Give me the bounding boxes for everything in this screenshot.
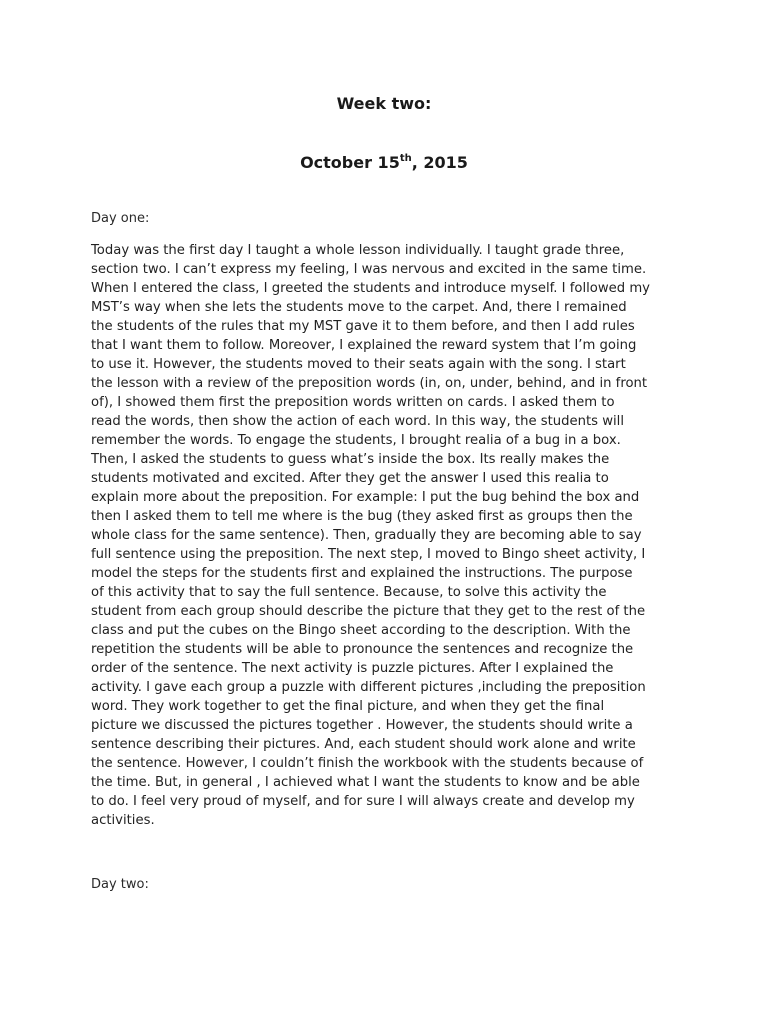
date-suffix: th (399, 152, 412, 164)
paragraph-line: repetition the students will be able to pronounce the sentences and recognize the (91, 642, 634, 657)
paragraph-line: the students of the rules that my MST gave it to them before, and then I add rules (91, 319, 635, 334)
paragraph-line: students motivated and excited. After they get the answer I used this realia to (91, 471, 609, 486)
paragraph-line: student from each group should describe the picture that they get to the rest of the (91, 604, 646, 619)
paragraph-line: order of the sentence. The next activity is puzzle pictures. After I explained the (91, 661, 614, 676)
paragraph-line: full sentence using the preposition. The next step, I moved to Bingo sheet activity, I (91, 547, 646, 562)
paragraph-line: Then, I asked the students to guess what’s inside the box. Its really makes the (91, 452, 610, 467)
paragraph-line: MST’s way when she lets the students move to the carpet. And, there I remained (91, 300, 627, 315)
paragraph-line: to do. I feel very proud of myself, and for sure I will always create and develop my (91, 794, 635, 809)
paragraph-line: read the words, then show the action of each word. In this way, the students will (91, 414, 625, 429)
paragraph-line: of), I showed them first the preposition words written on cards. I asked them to (91, 395, 615, 410)
paragraph-line: picture we discussed the pictures together . However, the students should write a (91, 718, 633, 733)
paragraph-line: When I entered the class, I greeted the students and introduce myself. I followed my (91, 281, 650, 296)
date-main: October 15 (300, 153, 400, 172)
paragraph-line: of this activity that to say the full sentence. Because, to solve this activity the (91, 585, 607, 600)
day-two-label: Day two: (91, 877, 149, 892)
paragraph-line: explain more about the preposition. For example: I put the bug behind the box and (91, 490, 640, 505)
paragraph-line: to use it. However, the students moved to their seats again with the song. I start (91, 357, 626, 372)
paragraph-line: the sentence. However, I couldn’t finish the workbook with the students because of (91, 756, 644, 771)
paragraph-line: word. They work together to get the final picture, and when they get the final (91, 699, 605, 714)
paragraph-line: sentence describing their pictures. And, each student should work alone and write (91, 737, 636, 752)
paragraph-line: class and put the cubes on the Bingo sheet according to the description. With the (91, 623, 631, 638)
paragraph-line: whole class for the same sentence). Then, gradually they are becoming able to say (91, 528, 642, 543)
day-one-label: Day one: (91, 211, 150, 226)
paragraph-line: activity. I gave each group a puzzle with different pictures ,including the preposition (91, 680, 646, 695)
paragraph-line: Today was the first day I taught a whole lesson individually. I taught grade three, (91, 243, 625, 258)
paragraph-line: the time. But, in general , I achieved what I want the students to know and be able (91, 775, 640, 790)
date-tail: , 2015 (411, 153, 468, 172)
page-title: Week two: (336, 94, 432, 113)
paragraph-line: the lesson with a review of the preposition words (in, on, under, behind, and in front (91, 376, 648, 391)
paragraph-line: that I want them to follow. Moreover, I explained the reward system that I’m going (91, 338, 637, 353)
paragraph-line: activities. (91, 813, 155, 828)
paragraph-line: remember the words. To engage the students, I brought realia of a bug in a box. (91, 433, 621, 448)
paragraph-line: model the steps for the students first and explained the instructions. The purpose (91, 566, 633, 581)
date-heading (0, 153, 768, 172)
paragraph-line: then I asked them to tell me where is the bug (they asked first as groups then the (91, 509, 633, 524)
paragraph-line: section two. I can’t express my feeling, I was nervous and excited in the same time. (91, 262, 647, 277)
day-one-paragraph (91, 241, 691, 830)
